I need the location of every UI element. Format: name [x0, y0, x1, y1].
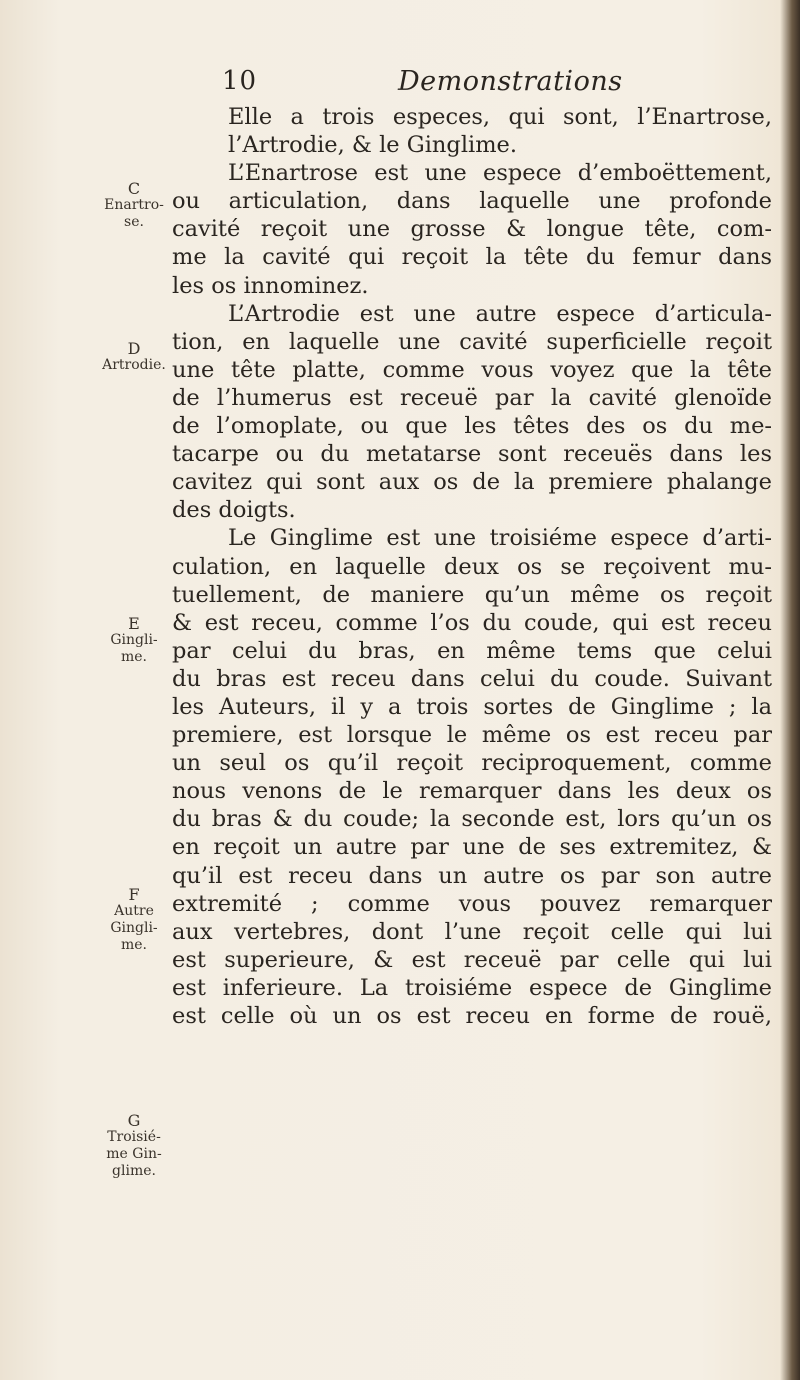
margin-letter: F	[128, 885, 140, 904]
text-line: nous venons de le remarquer dans les deux os	[172, 778, 772, 805]
margin-text: Gingli- me.	[110, 632, 158, 665]
text-line: qu’il est receu dans un autre os par son autre	[172, 862, 772, 889]
text-line: L’Artrodie est une autre espece d’articula-	[228, 300, 772, 327]
margin-note-ginglime	[98, 615, 170, 666]
text-line: les Auteurs, il y a trois sortes de Ginglime ; la	[172, 693, 772, 720]
text-line: des doigts.	[172, 497, 296, 524]
margin-letter: G	[127, 1111, 141, 1130]
text-line: du bras est receu dans celui du coude. Suivant	[172, 665, 772, 692]
body-text	[172, 103, 772, 1030]
text-line: cavitez qui sont aux os de la premiere phalange	[172, 469, 772, 496]
text-line: l’Artrodie, & le Ginglime.	[228, 132, 518, 159]
text-line: tacarpe ou du metatarse sont receuës dans les	[172, 441, 772, 468]
text-line: ou articulation, dans laquelle une profonde	[172, 188, 772, 215]
text-line: Le Ginglime est une troisiéme espece d’arti-	[228, 525, 772, 552]
text-line: une tête platte, comme vous voyez que la tête	[172, 356, 772, 383]
text-line: les os innominez.	[172, 272, 369, 299]
paragraph-4	[172, 524, 772, 1030]
paragraph-1	[172, 103, 772, 159]
margin-letter: C	[127, 179, 141, 198]
running-title: Demonstrations	[398, 66, 623, 97]
text-line: est superieure, & est receuë par celle qui lui	[172, 946, 772, 973]
margin-text: Autre Gingli- me.	[110, 903, 158, 953]
margin-note-troisieme-ginglime	[98, 1112, 170, 1180]
text-line: culation, en laquelle deux os se reçoivent mu-	[172, 553, 772, 580]
text-line: me la cavité qui reçoit la tête du femur dans	[172, 244, 772, 271]
text-line: tuellement, de maniere qu’un même os reçoit	[172, 581, 772, 608]
text-line: du bras & du coude; la seconde est, lors qu’un os	[172, 806, 772, 833]
margin-text: Troisié- me Gin- glime.	[106, 1129, 162, 1179]
text-line: est celle où un os est receu en forme de rouë,	[172, 1003, 772, 1029]
margin-note-enartrose	[98, 180, 170, 231]
margin-text: Artrodie.	[102, 357, 166, 373]
margin-text: Enartro- se.	[104, 197, 164, 230]
text-line: en reçoit un autre par une de ses extremitez, &	[172, 834, 772, 861]
page-header	[0, 66, 800, 106]
text-line: cavité reçoit une grosse & longue tête, com-	[172, 216, 772, 243]
margin-letter: E	[128, 614, 140, 633]
text-line: tion, en laquelle une cavité superficielle reçoit	[172, 328, 772, 355]
text-line: premiere, est lorsque le même os est receu par	[172, 722, 772, 749]
paragraph-2	[172, 159, 772, 299]
text-line: par celui du bras, en même tems que celui	[172, 637, 772, 664]
page-number: 10	[222, 66, 258, 96]
text-line: L’Enartrose est une espece d’emboëttement,	[228, 160, 772, 187]
text-line: de l’humerus est receuë par la cavité glenoïde	[172, 384, 772, 411]
margin-note-artrodie	[98, 340, 170, 374]
text-line: de l’omoplate, ou que les têtes des os du me-	[172, 413, 772, 440]
text-line: extremité ; comme vous pouvez remarquer	[172, 890, 772, 917]
paragraph-3	[172, 300, 772, 525]
text-line: & est receu, comme l’os du coude, qui est receu	[172, 609, 772, 636]
text-line: un seul os qu’il reçoit reciproquement, comme	[172, 750, 772, 777]
text-line: est inferieure. La troisiéme espece de Ginglime	[172, 974, 772, 1001]
margin-note-autre-ginglime	[98, 886, 170, 954]
margin-letter: D	[127, 339, 141, 358]
text-line: Elle a trois especes, qui sont, l’Enartrose,	[228, 104, 772, 130]
text-line: aux vertebres, dont l’une reçoit celle qui lui	[172, 918, 772, 945]
